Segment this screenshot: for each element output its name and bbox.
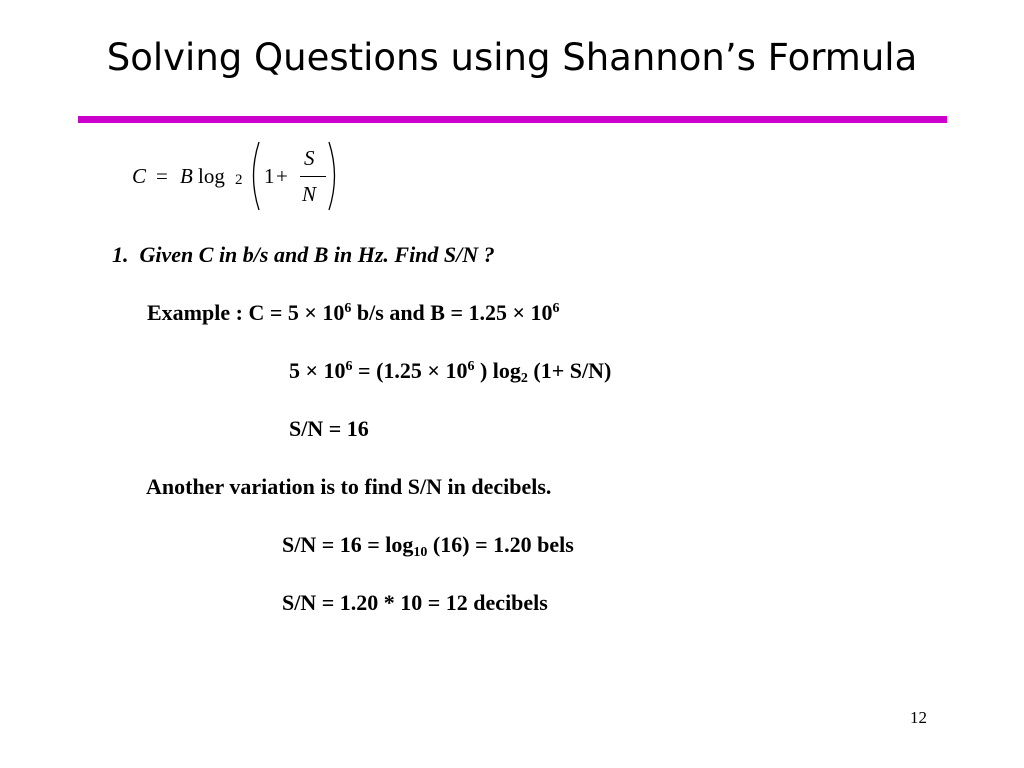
eq1-exponent-2: 6 [467, 359, 475, 374]
fraction-bar [300, 176, 326, 177]
question-1 [112, 242, 495, 268]
example-exponent-1: 6 [344, 301, 352, 316]
question-text: Given C in b/s and B in Hz. Find S/N ? [139, 242, 495, 267]
eq1-text-b: = (1.25 × 10 [352, 358, 468, 383]
equation-1 [289, 358, 611, 384]
shannon-formula [128, 138, 348, 214]
formula-log-base: 2 [235, 172, 243, 188]
formula-numerator: S [304, 146, 315, 170]
title-divider [78, 116, 947, 123]
eq1-text-d: (1+ S/N) [527, 358, 612, 383]
eq1-text-a: 5 × 10 [289, 358, 346, 383]
formula-denominator: N [302, 182, 317, 206]
eq1-exponent-1: 6 [345, 359, 353, 374]
right-paren [326, 140, 342, 212]
left-paren [246, 140, 262, 212]
eq1-text-c: ) log [474, 358, 521, 383]
example-line [147, 300, 560, 326]
example-text-b: b/s and B = 1.25 × 10 [351, 300, 553, 325]
eq1-log-base: 2 [520, 371, 528, 386]
eq3-log-base: 10 [413, 545, 428, 560]
slide-title: Solving Questions using Shannon’s Formula [106, 36, 918, 79]
example-exponent-2: 6 [552, 301, 560, 316]
equation-3 [282, 532, 574, 558]
equation-2: S/N = 16 [289, 416, 369, 441]
eq3-text-a: S/N = 16 = log [282, 532, 414, 557]
page-number: 12 [910, 708, 927, 727]
equation-4: S/N = 1.20 * 10 = 12 decibels [282, 590, 548, 615]
eq3-text-b: (16) = 1.20 bels [427, 532, 574, 557]
formula-equals: = [156, 164, 168, 188]
variation-text: Another variation is to find S/N in decibels. [146, 474, 552, 499]
question-number: 1. [112, 242, 129, 267]
formula-c: C [132, 164, 147, 188]
formula-log: log [198, 164, 225, 188]
formula-b: B [180, 164, 193, 188]
formula-plus: + [276, 164, 288, 188]
example-text-a: Example : C = 5 × 10 [147, 300, 345, 325]
formula-one: 1 [264, 164, 275, 188]
